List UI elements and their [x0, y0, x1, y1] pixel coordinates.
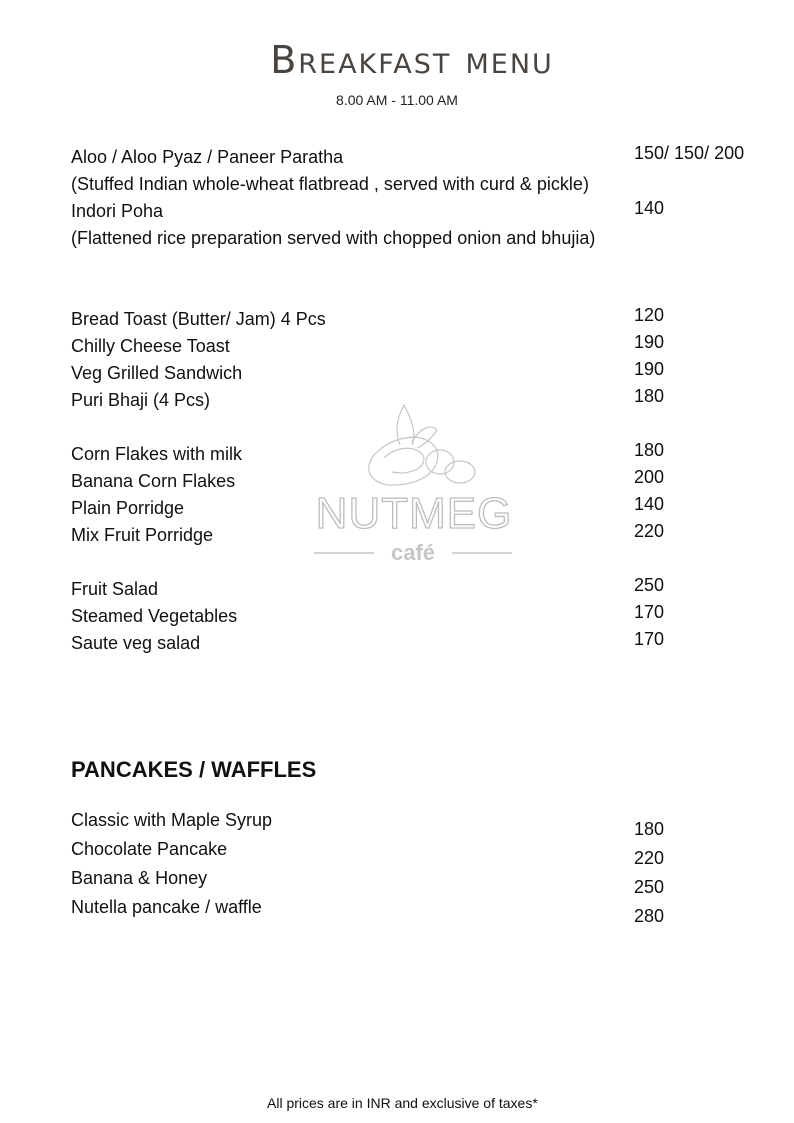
- menu-item-name: Bread Toast (Butter/ Jam) 4 Pcs: [71, 309, 326, 329]
- menu-item-price: 220: [634, 848, 665, 868]
- menu-item-price: 190: [634, 359, 665, 379]
- menu-item-name: Puri Bhaji (4 Pcs): [71, 390, 211, 410]
- nutmeg-cafe-logo: [312, 400, 517, 570]
- menu-item-price: 250: [634, 877, 665, 897]
- menu-item-price: 170: [634, 602, 665, 622]
- menu-item-price: 180: [634, 440, 665, 460]
- menu-item-name: Banana & Honey: [71, 868, 208, 888]
- menu-item-price: 140: [634, 494, 665, 514]
- page-title: Breakfast menu: [270, 38, 554, 82]
- menu-item-price: 120: [634, 305, 665, 325]
- menu-item-price: 280: [634, 906, 665, 926]
- menu-item-name: Saute veg salad: [71, 633, 201, 653]
- menu-item-price: 250: [634, 575, 665, 595]
- menu-item-name: Chocolate Pancake: [71, 839, 228, 859]
- menu-item-price: 200: [634, 467, 665, 487]
- menu-item-name: Classic with Maple Syrup: [71, 810, 273, 830]
- menu-item-name: Steamed Vegetables: [71, 606, 238, 626]
- menu-item-name: (Stuffed Indian whole-wheat flatbread , served with curd & pickle): [71, 174, 589, 194]
- menu-item-price: 190: [634, 332, 665, 352]
- menu-item-name: Aloo / Aloo Pyaz / Paneer Paratha: [71, 147, 344, 167]
- menu-item-name: Banana Corn Flakes: [71, 471, 236, 491]
- menu-item-name: Mix Fruit Porridge: [71, 525, 214, 545]
- menu-item-price: 150/ 150/ 200: [634, 143, 745, 163]
- menu-item-name: Veg Grilled Sandwich: [71, 363, 243, 383]
- menu-item-name: Fruit Salad: [71, 579, 159, 599]
- svg-text:café: café: [390, 540, 436, 565]
- menu-item-price: 170: [634, 629, 665, 649]
- svg-text:NUTMEG: NUTMEG: [315, 489, 513, 538]
- menu-item-name: Indori Poha: [71, 201, 164, 221]
- menu-item-price: 180: [634, 819, 665, 839]
- menu-item-name: Corn Flakes with milk: [71, 444, 243, 464]
- menu-item-price: 180: [634, 386, 665, 406]
- menu-item-name: Plain Porridge: [71, 498, 185, 518]
- menu-item-name: (Flattened rice preparation served with chopped onion and bhujia): [71, 228, 596, 248]
- pancakes-heading: PANCAKES / WAFFLES: [71, 757, 317, 782]
- menu-item-name: Nutella pancake / waffle: [71, 897, 262, 917]
- price-note: All prices are in INR and exclusive of taxes*: [267, 1095, 538, 1111]
- menu-item-price: 220: [634, 521, 665, 541]
- menu-item-name: Chilly Cheese Toast: [71, 336, 230, 356]
- menu-item-price: 140: [634, 198, 665, 218]
- service-hours: 8.00 AM - 11.00 AM: [336, 92, 458, 108]
